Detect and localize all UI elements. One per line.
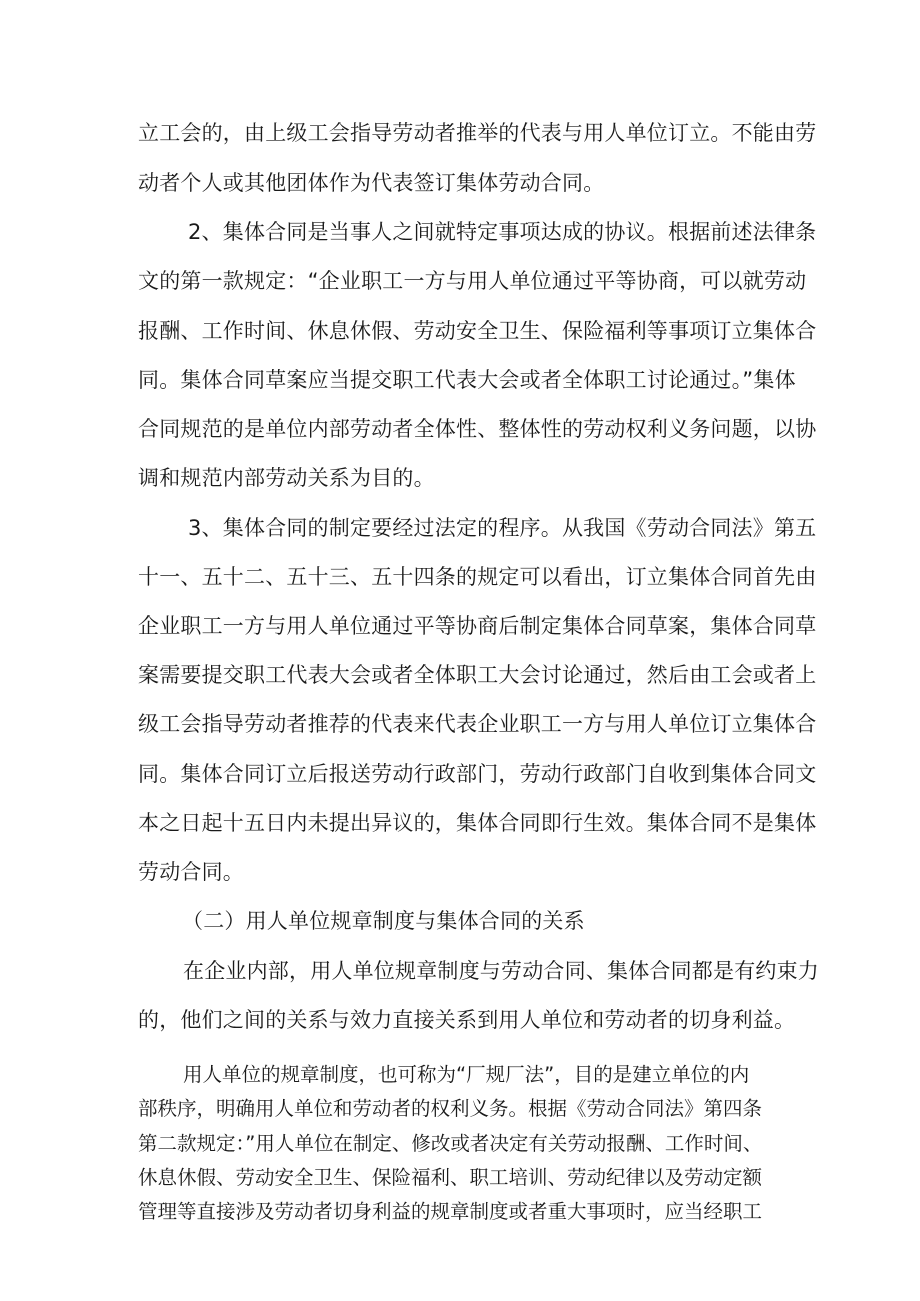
text-line: 报酬、工作时间、休息休假、劳动安全卫生、保险福利等事项订立集体合	[138, 319, 817, 343]
text-line: 案需要提交职工代表大会或者全体职工大会讨论通过，然后由工会或者上	[138, 663, 817, 687]
text-line: 的，他们之间的关系与效力直接关系到用人单位和劳动者的切身利益。	[138, 1008, 796, 1032]
section-heading: （二）用人单位规章制度与集体合同的关系	[182, 909, 585, 933]
text-line: 第二款规定：”用人单位在制定、修改或者决定有关劳动报酬、工作时间、	[138, 1132, 763, 1155]
paragraph-3-start: 3、集体合同的制定要经过法定的程序。从我国《劳动合同法》第五	[188, 516, 817, 540]
text-line: 十一、五十二、五十三、五十四条的规定可以看出，订立集体合同首先由	[138, 565, 817, 589]
paragraph-2-start: 2、集体合同是当事人之间就特定事项达成的协议。根据前述法律条	[188, 220, 817, 244]
text-line: 调和规范内部劳动关系为目的。	[138, 466, 435, 490]
text-line: 部秩序，明确用人单位和劳动者的权利义务。根据《劳动合同法》第四条	[138, 1097, 763, 1120]
text-line: 管理等直接涉及劳动者切身利益的规章制度或者重大事项时，应当经职工	[138, 1200, 763, 1223]
text-line: 本之日起十五日内未提出异议的，集体合同即行生效。集体合同不是集体	[138, 811, 817, 835]
paragraph-start: 用人单位的规章制度，也可称为“厂规厂法”，目的是建立单位的内	[183, 1063, 750, 1086]
text-line: 休息休假、劳动安全卫生、保险福利、职工培训、劳动纪律以及劳动定额	[138, 1166, 763, 1189]
text-line: 企业职工一方与用人单位通过平等协商后制定集体合同草案，集体合同草	[138, 614, 817, 638]
text-line: 合同规范的是单位内部劳动者全体性、整体性的劳动权利义务问题，以协	[138, 417, 817, 441]
text-line: 文的第一款规定：“企业职工一方与用人单位通过平等协商，可以就劳动	[138, 269, 807, 293]
text-line: 劳动合同。	[138, 860, 244, 884]
text-line: 同。集体合同订立后报送劳动行政部门，劳动行政部门自收到集体合同文	[138, 762, 817, 786]
text-line: 级工会指导劳动者推荐的代表来代表企业职工一方与用人单位订立集体合	[138, 712, 817, 736]
text-line: 立工会的，由上级工会指导劳动者推举的代表与用人单位订立。不能由劳	[138, 121, 817, 145]
text-line: 动者个人或其他团体作为代表签订集体劳动合同。	[138, 171, 605, 195]
paragraph-start: 在企业内部，用人单位规章制度与劳动合同、集体合同都是有约束力	[183, 959, 819, 983]
text-line: 同。集体合同草案应当提交职工代表大会或者全体职工讨论通过。”集体	[138, 368, 796, 392]
